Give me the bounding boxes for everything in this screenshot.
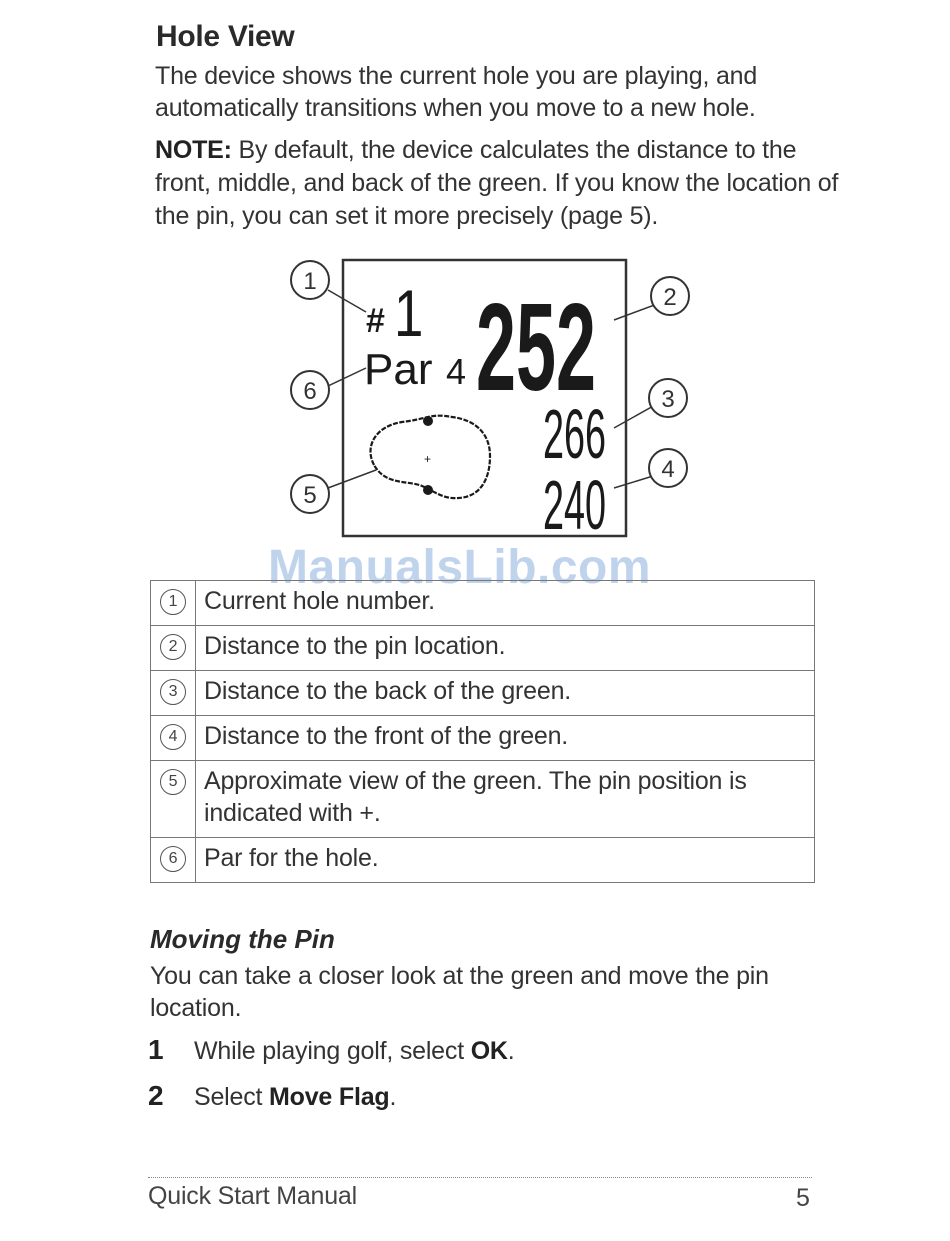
step-item (148, 1080, 396, 1112)
callout-2 (651, 277, 689, 315)
svg-text:3: 3 (661, 386, 675, 413)
moving-pin-intro: You can take a closer look at the green and move the pin location. (150, 962, 769, 1022)
pin-distance-value: 252 (476, 278, 597, 417)
callout-5 (291, 475, 329, 513)
step-text-post: . (389, 1083, 397, 1111)
green-front-marker (423, 485, 433, 495)
hole-symbol: # (366, 302, 385, 340)
par-label: Par (364, 345, 433, 394)
front-distance-value: 240 (543, 465, 607, 544)
step-text-bold: OK (470, 1037, 508, 1065)
legend-description: Current hole number. (196, 581, 815, 626)
note-paragraph (155, 134, 845, 233)
legend-number: 3 (160, 679, 186, 705)
back-distance-value: 266 (543, 394, 607, 473)
step-text-bold: Move Flag (269, 1083, 390, 1111)
note-text: By default, the device calculates the distance to the front, middle, and back of the green. If you know the location of the pin, you can set it more precisely (page 5). (155, 136, 839, 230)
green-back-marker (423, 416, 433, 426)
legend-description: Approximate view of the green. The pin position is indicated with +. (196, 761, 815, 838)
legend-row (151, 716, 815, 761)
legend-number: 4 (160, 724, 186, 750)
legend-description: Distance to the back of the green. (196, 671, 815, 716)
legend-row (151, 838, 815, 883)
footer-title: Quick Start Manual (148, 1182, 357, 1210)
note-lead: NOTE: (155, 136, 232, 164)
step-text-pre: Select (194, 1083, 270, 1111)
hole-number: 1 (394, 276, 424, 351)
legend-number: 5 (160, 769, 186, 795)
svg-text:4: 4 (661, 456, 675, 483)
legend-number: 1 (160, 589, 186, 615)
section-heading: Hole View (156, 20, 295, 53)
callout-1 (291, 261, 329, 299)
step-text-post: . (507, 1037, 515, 1065)
svg-text:1: 1 (303, 268, 317, 295)
legend-row (151, 671, 815, 716)
legend-description: Distance to the pin location. (196, 626, 815, 671)
watermark: ManualsLib.com (268, 541, 652, 594)
svg-text:5: 5 (303, 482, 317, 509)
legend-row (151, 626, 815, 671)
device-screen-illustration (280, 250, 700, 550)
legend-table (150, 580, 815, 883)
legend-description: Distance to the front of the green. (196, 716, 815, 761)
callout-6 (291, 371, 329, 409)
step-number: 1 (148, 1034, 164, 1065)
legend-number: 2 (160, 634, 186, 660)
svg-text:2: 2 (663, 284, 677, 311)
par-value: 4 (446, 351, 467, 392)
page-number: 5 (796, 1184, 810, 1212)
legend-row (151, 761, 815, 838)
step-number: 2 (148, 1080, 164, 1111)
step-text-pre: While playing golf, select (194, 1037, 471, 1065)
footer-divider (148, 1177, 812, 1178)
legend-description: Par for the hole. (196, 838, 815, 883)
legend-number: 6 (160, 846, 186, 872)
callout-4 (649, 449, 687, 487)
moving-pin-heading: Moving the Pin (150, 924, 335, 954)
svg-text:6: 6 (303, 378, 317, 405)
section-intro: The device shows the current hole you are playing, and automatically transitions when you move to a new hole. (155, 62, 758, 122)
pin-marker: + (424, 452, 432, 466)
callout-3 (649, 379, 687, 417)
legend-row (151, 581, 815, 626)
step-item (148, 1034, 515, 1066)
